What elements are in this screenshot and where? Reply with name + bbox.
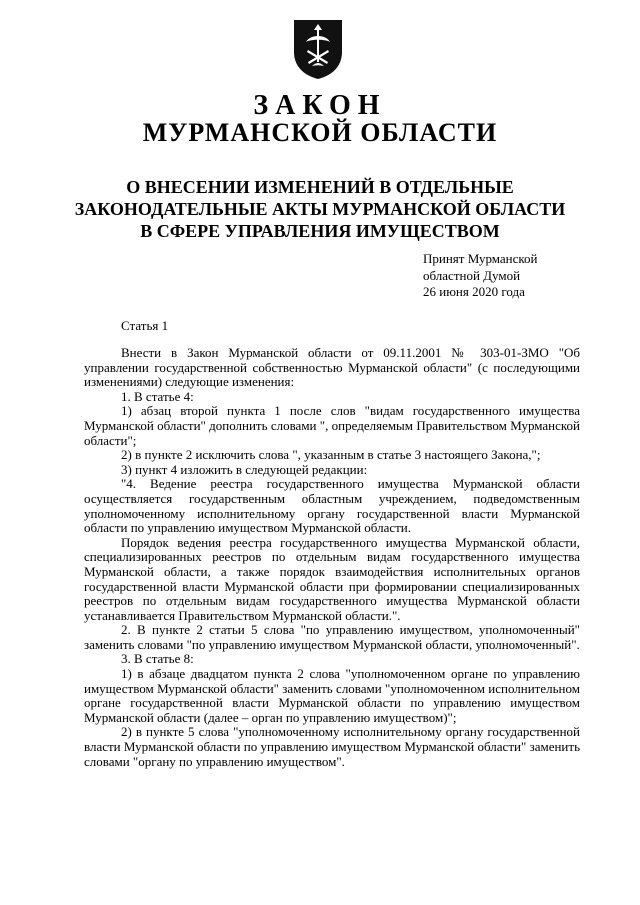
paragraph: 2) в пункте 2 исключить слова ", указанным в статье 3 настоящего Закона,"; (121, 447, 541, 463)
subtitle-line: В СФЕРЕ УПРАВЛЕНИЯ ИМУЩЕСТВОМ (140, 221, 500, 241)
adoption-line: Принят Мурманской (423, 251, 538, 266)
paragraph: Внести в Закон Мурманской области от 09.11.2001 № 303-01-ЗМО "Об управлении государственной собственностью Мурманской области" (с последующими изменениями) следующие изменения: (84, 345, 580, 390)
paragraph: 3) пункт 4 изложить в следующей редакции: (121, 461, 368, 477)
paragraph: Порядок ведения реестра государственного имущества Мурманской области, специализированных реестров по отдельным видам государственного имущества Мурманской области, а также порядок взаимодействия исполнительных органов государственной власти Мурманской области при формировании специализированных реестров по отдельным видам государственного имущества Мурманской области устанавливается Правительством Мурманской области.". (84, 534, 580, 623)
region-title: МУРМАНСКОЙ ОБЛАСТИ (142, 118, 498, 147)
law-title: ЗАКОН (253, 90, 387, 121)
paragraph: "4. Ведение реестра государственного имущества Мурманской области осуществляется государственным областным учреждением, подведомственным уполномоченному исполнительному органу государственной власти Мурманской области по управлению имуществом Мурманской области. (84, 476, 580, 536)
adoption-note (423, 251, 538, 301)
paragraph: 1) абзац второй пункта 1 после слов "видам государственного имущества Мурманской области" дополнить словами ", определяемым Правительством Мурманской области"; (84, 403, 580, 448)
paragraph: 3. В статье 8: (121, 651, 194, 667)
law-subtitle (60, 176, 580, 242)
adoption-date: 26 июня 2020 года (423, 284, 525, 299)
article-heading: Статья 1 (121, 318, 169, 333)
subtitle-line: ЗАКОНОДАТЕЛЬНЫЕ АКТЫ МУРМАНСКОЙ ОБЛАСТИ (74, 199, 566, 219)
paragraph: 2. В пункте 2 статьи 5 слова "по управлению имуществом, уполномоченный" заменить словами "по управлению имуществом Мурманской области, уполномоченный". (84, 622, 580, 652)
article-body (84, 346, 580, 769)
paragraph: 2) в пункте 5 слова "уполномоченному исполнительному органу государственной власти Мурманской области по управлению имуществом Мурманской области" заменить словами "органу по управлению имуществом". (84, 724, 580, 769)
coat-of-arms-emblem (292, 18, 344, 80)
paragraph: 1) в абзаце двадцатом пункта 2 слова "уполномоченном органе по управлению имуществом Мурманской области" заменить словами "уполномоченном исполнительном органе государственной власти Мурманской области по управлению имуществом Мурманской области (далее – орган по управлению имуществом)"; (84, 666, 580, 725)
paragraph: 1. В статье 4: (121, 388, 194, 404)
subtitle-line: О ВНЕСЕНИИ ИЗМЕНЕНИЙ В ОТДЕЛЬНЫЕ (126, 177, 514, 197)
adoption-line: областной Думой (423, 267, 521, 283)
